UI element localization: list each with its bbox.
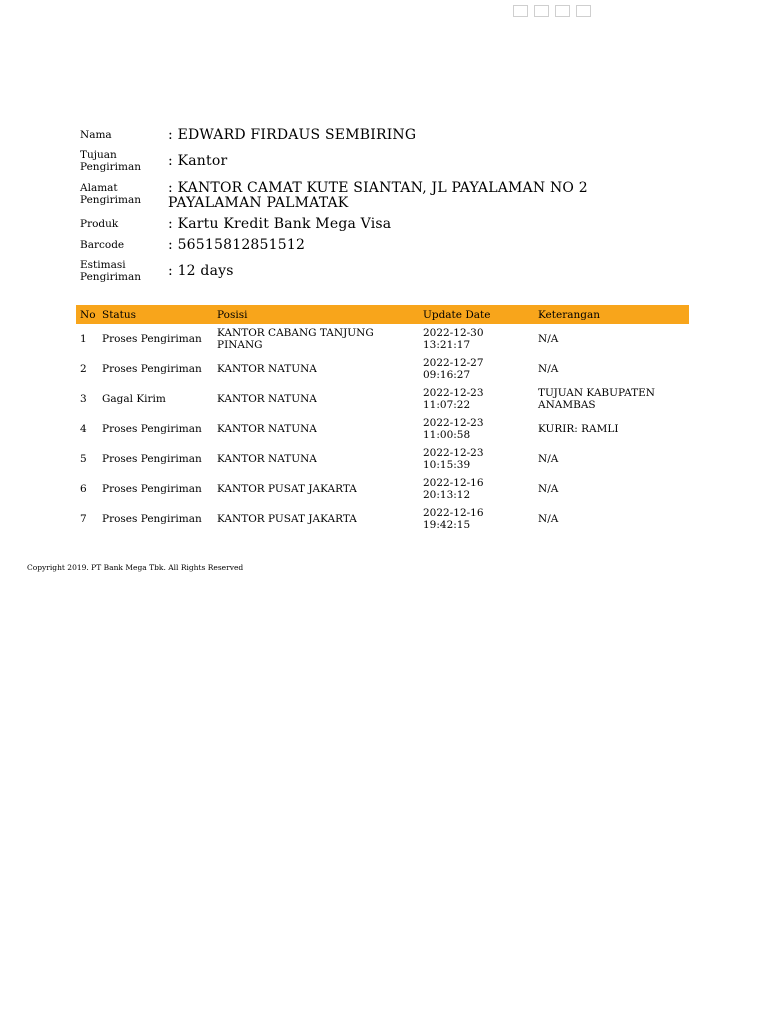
cell-posisi: KANTOR NATUNA	[217, 393, 317, 405]
cell-no: 7	[80, 513, 87, 525]
alamat-label: Alamat	[80, 182, 118, 194]
header-posisi: Posisi	[213, 305, 419, 324]
cell-status: Proses Pengiriman	[102, 483, 202, 495]
header-keterangan: Keterangan	[534, 305, 689, 324]
cell-update-date: 2022-12-23 10:15:39	[423, 447, 484, 471]
table-row	[76, 504, 689, 534]
cell-keterangan: N/A	[538, 483, 559, 495]
table-header-row	[76, 305, 689, 324]
estimasi-label-line2: Pengiriman	[80, 271, 142, 283]
cell-status: Proses Pengiriman	[102, 363, 202, 375]
cell-posisi: KANTOR CABANG TANJUNG PINANG	[217, 327, 374, 351]
cell-status: Proses Pengiriman	[102, 333, 202, 345]
cell-update-date: 2022-12-23 11:07:22	[423, 387, 484, 411]
cell-posisi: KANTOR NATUNA	[217, 453, 317, 465]
cell-no: 6	[80, 483, 87, 495]
nama-value: : EDWARD FIRDAUS SEMBIRING	[168, 127, 417, 143]
header-status: Status	[98, 305, 213, 324]
cell-keterangan: N/A	[538, 363, 559, 375]
table-row	[76, 384, 689, 414]
tujuan-value: : Kantor	[168, 153, 228, 169]
table-row	[76, 444, 689, 474]
cell-posisi: KANTOR NATUNA	[217, 363, 317, 375]
nama-label: Nama	[80, 129, 112, 141]
table-row	[76, 414, 689, 444]
tracking-table	[76, 305, 689, 534]
cell-posisi: KANTOR NATUNA	[217, 423, 317, 435]
cell-no: 1	[80, 333, 87, 345]
cell-keterangan: N/A	[538, 333, 559, 345]
cell-no: 3	[80, 393, 87, 405]
cell-update-date: 2022-12-16 19:42:15	[423, 507, 484, 531]
page-control-boxes	[513, 5, 591, 17]
cell-status: Proses Pengiriman	[102, 453, 202, 465]
cell-status: Proses Pengiriman	[102, 423, 202, 435]
header-update-date: Update Date	[419, 305, 534, 324]
cell-posisi: KANTOR PUSAT JAKARTA	[217, 483, 357, 495]
header-no: No	[76, 305, 98, 324]
alamat-value-line2: PAYALAMAN PALMATAK	[168, 195, 349, 211]
control-box[interactable]	[513, 5, 528, 17]
cell-no: 5	[80, 453, 87, 465]
cell-no: 2	[80, 363, 87, 375]
cell-update-date: 2022-12-30 13:21:17	[423, 327, 484, 351]
cell-update-date: 2022-12-27 09:16:27	[423, 357, 484, 381]
produk-value: : Kartu Kredit Bank Mega Visa	[168, 216, 392, 232]
cell-keterangan: KURIR: RAMLI	[538, 423, 619, 435]
table-row	[76, 474, 689, 504]
tujuan-label-line2: Pengiriman	[80, 161, 142, 173]
alamat-label-line2: Pengiriman	[80, 194, 142, 206]
table-row	[76, 324, 689, 354]
barcode-value: : 56515812851512	[168, 237, 306, 253]
cell-keterangan: N/A	[538, 513, 559, 525]
produk-label: Produk	[80, 218, 119, 230]
table-row	[76, 354, 689, 384]
estimasi-value: : 12 days	[168, 263, 234, 279]
cell-update-date: 2022-12-16 20:13:12	[423, 477, 484, 501]
cell-status: Gagal Kirim	[102, 393, 166, 405]
control-box[interactable]	[576, 5, 591, 17]
cell-no: 4	[80, 423, 87, 435]
control-box[interactable]	[534, 5, 549, 17]
cell-status: Proses Pengiriman	[102, 513, 202, 525]
cell-posisi: KANTOR PUSAT JAKARTA	[217, 513, 357, 525]
cell-keterangan: TUJUAN KABUPATEN ANAMBAS	[538, 387, 655, 411]
estimasi-label: Estimasi	[80, 259, 126, 271]
cell-keterangan: N/A	[538, 453, 559, 465]
barcode-label: Barcode	[80, 239, 125, 251]
alamat-value: : KANTOR CAMAT KUTE SIANTAN, JL PAYALAMAN NO 2	[168, 180, 588, 196]
control-box[interactable]	[555, 5, 570, 17]
tujuan-label: Tujuan	[80, 149, 117, 161]
cell-update-date: 2022-12-23 11:00:58	[423, 417, 484, 441]
copyright-footer: Copyright 2019. PT Bank Mega Tbk. All Rights Reserved	[27, 563, 244, 572]
